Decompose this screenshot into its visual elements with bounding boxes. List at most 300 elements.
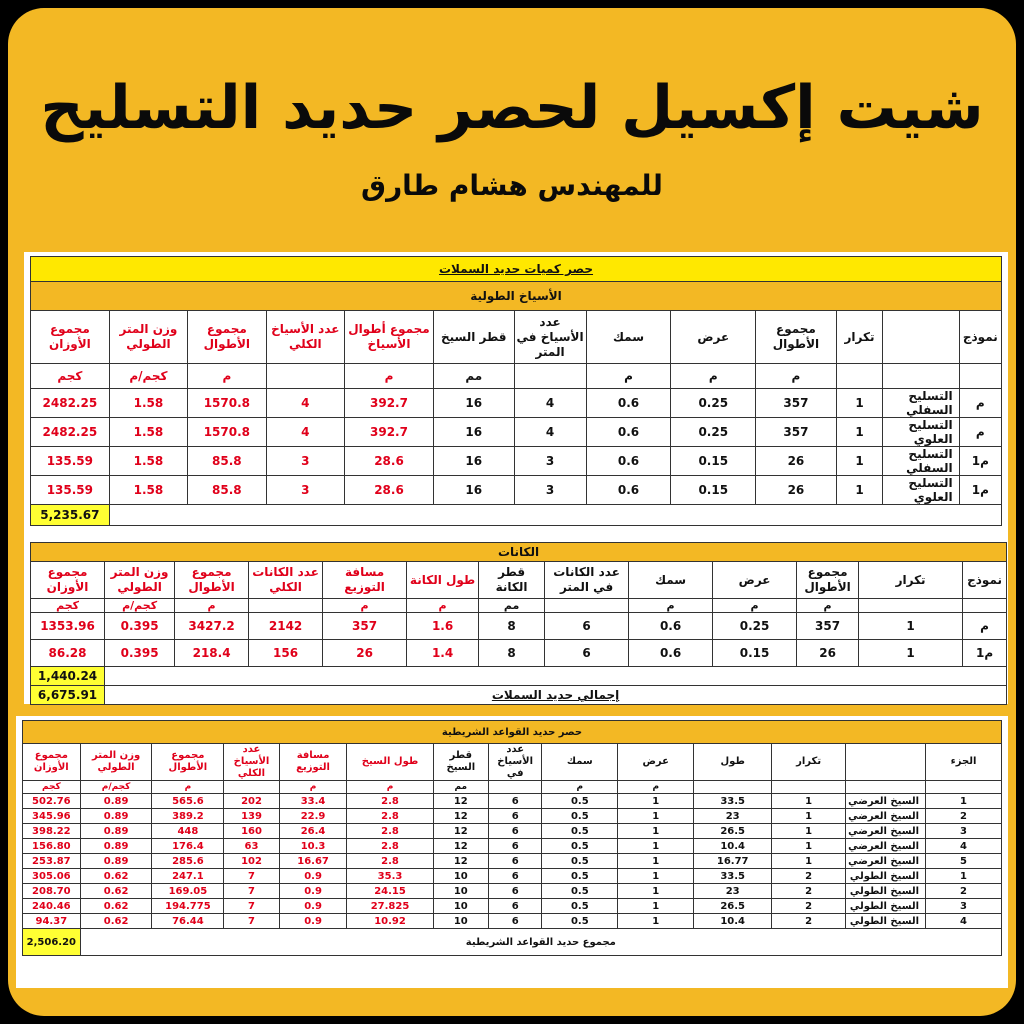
slabs-table-title: حصر كميات حديد السملات <box>31 257 1002 282</box>
table-cell: 3 <box>514 476 586 505</box>
table-cell: 24.15 <box>347 884 433 899</box>
table-cell: السيخ العرضي <box>846 809 926 824</box>
table-cell: 6 <box>489 884 542 899</box>
table-cell: 0.89 <box>80 794 152 809</box>
header-cell: عدد الكانات الكلي <box>249 562 323 599</box>
table-cell: 12 <box>433 854 488 869</box>
header-cell: نموذج <box>963 562 1007 599</box>
table-cell: 16 <box>434 389 515 418</box>
table-cell: 4 <box>266 389 344 418</box>
table-cell: 1 <box>836 447 883 476</box>
table-cell: 6 <box>489 869 542 884</box>
table-cell: 1 <box>618 824 694 839</box>
table-cell: 392.7 <box>344 389 433 418</box>
unit-cell: كجم <box>23 781 81 794</box>
unit-cell: مم <box>479 599 545 613</box>
table-row <box>23 794 1002 809</box>
table-cell: 2482.25 <box>31 389 110 418</box>
unit-cell <box>694 781 772 794</box>
table-cell: 448 <box>152 824 224 839</box>
header-cell: مجموع الأطوال <box>152 744 224 781</box>
header-cell: وزن المتر الطولي <box>105 562 175 599</box>
table-cell: 0.395 <box>105 613 175 640</box>
table-cell: 240.46 <box>23 899 81 914</box>
table-cell: 0.62 <box>80 899 152 914</box>
table-cell: 1 <box>618 884 694 899</box>
unit-cell <box>836 364 883 389</box>
table-cell: 156 <box>249 640 323 667</box>
poster-frame <box>8 8 1016 1016</box>
table-cell: 10.4 <box>694 839 772 854</box>
strip-table-title: حصر حديد القواعد الشريطية <box>23 721 1002 744</box>
table-cell: 0.395 <box>105 640 175 667</box>
unit-cell: م <box>629 599 713 613</box>
long-bars-units-row <box>31 364 1002 389</box>
unit-cell: كجم/م <box>105 599 175 613</box>
table-cell: 247.1 <box>152 869 224 884</box>
table-cell: 208.70 <box>23 884 81 899</box>
table-cell: 63 <box>224 839 279 854</box>
table-cell: 6 <box>545 640 629 667</box>
table-cell: 1 <box>836 418 883 447</box>
table-cell: 28.6 <box>344 447 433 476</box>
header-cell: مجموع الأطوال <box>797 562 859 599</box>
total-spacer <box>109 505 1001 526</box>
table-cell: 0.89 <box>80 854 152 869</box>
table-cell: 135.59 <box>31 447 110 476</box>
unit-cell: م <box>797 599 859 613</box>
table-cell: 16 <box>434 418 515 447</box>
header-cell <box>883 311 959 364</box>
table-cell: 10 <box>433 914 488 929</box>
table-row <box>31 418 1002 447</box>
unit-cell <box>545 599 629 613</box>
header-cell: مجموع الأوزان <box>23 744 81 781</box>
table-cell: 26.5 <box>694 824 772 839</box>
table-cell: السيخ الطولي <box>846 899 926 914</box>
table-cell: 0.5 <box>542 854 618 869</box>
table-cell: 0.25 <box>671 418 756 447</box>
unit-cell: مم <box>433 781 488 794</box>
table-cell: التسليح السفلي <box>883 389 959 418</box>
unit-cell <box>489 781 542 794</box>
table-cell: 4 <box>266 418 344 447</box>
table-cell: 1 <box>772 794 846 809</box>
table-cell: 0.9 <box>279 869 347 884</box>
table-cell: 0.5 <box>542 884 618 899</box>
table-cell: 0.5 <box>542 869 618 884</box>
unit-cell <box>859 599 963 613</box>
table-cell: 2482.25 <box>31 418 110 447</box>
table-cell: 389.2 <box>152 809 224 824</box>
table-cell: 16.77 <box>694 854 772 869</box>
table-cell: 85.8 <box>188 476 266 505</box>
strip-footings-table <box>22 720 1002 956</box>
table-cell: 357 <box>797 613 859 640</box>
table-cell: 1 <box>772 809 846 824</box>
table-cell: 2 <box>772 899 846 914</box>
table-cell: 0.15 <box>713 640 797 667</box>
unit-cell <box>514 364 586 389</box>
table-cell: م <box>963 613 1007 640</box>
header-cell: عرض <box>618 744 694 781</box>
table-cell: 0.9 <box>279 914 347 929</box>
unit-cell: كجم/م <box>80 781 152 794</box>
table-cell: 253.87 <box>23 854 81 869</box>
header-cell: مجموع الأطوال <box>175 562 249 599</box>
table-cell: 6 <box>489 914 542 929</box>
table-cell: 0.6 <box>586 389 671 418</box>
table-cell: 0.89 <box>80 809 152 824</box>
table-cell: 0.6 <box>586 476 671 505</box>
table-cell: 33.5 <box>694 794 772 809</box>
table-cell: 0.5 <box>542 809 618 824</box>
table-cell: 86.28 <box>31 640 105 667</box>
table-cell: 194.775 <box>152 899 224 914</box>
table-cell: 85.8 <box>188 447 266 476</box>
table-cell: 0.6 <box>629 613 713 640</box>
table-cell: 3427.2 <box>175 613 249 640</box>
strip-total-label: مجموع حديد القواعد الشريطية <box>80 929 1001 956</box>
header-cell: طول <box>694 744 772 781</box>
header-cell: طول الكانة <box>407 562 479 599</box>
table-cell: 10 <box>433 869 488 884</box>
long-bars-total: 5,235.67 <box>31 505 110 526</box>
table-cell: 1 <box>836 476 883 505</box>
table-cell: 305.06 <box>23 869 81 884</box>
table-cell: 285.6 <box>152 854 224 869</box>
table-row <box>23 884 1002 899</box>
table-cell: 12 <box>433 839 488 854</box>
strip-total-row <box>23 929 1002 956</box>
table-cell: 2.8 <box>347 794 433 809</box>
unit-cell <box>846 781 926 794</box>
header-cell: سمك <box>629 562 713 599</box>
table-cell: السيخ الطولي <box>846 869 926 884</box>
table-cell: 1 <box>772 839 846 854</box>
slabs-sheet <box>24 252 1008 704</box>
unit-cell: كجم <box>31 599 105 613</box>
table-cell: 12 <box>433 794 488 809</box>
table-cell: 156.80 <box>23 839 81 854</box>
table-cell: 76.44 <box>152 914 224 929</box>
table-cell: 1.58 <box>109 389 187 418</box>
unit-cell: م <box>152 781 224 794</box>
slabs-grand-total: 6,675.91 <box>31 686 105 705</box>
table-cell: 1 <box>618 839 694 854</box>
table-cell: 160 <box>224 824 279 839</box>
table-cell: 10.3 <box>279 839 347 854</box>
long-bars-header-row <box>31 311 1002 364</box>
table-cell: 2 <box>772 914 846 929</box>
table-cell: 6 <box>489 809 542 824</box>
slabs-grand-total-row <box>31 686 1007 705</box>
table-cell: 0.6 <box>629 640 713 667</box>
table-cell: 2 <box>772 884 846 899</box>
table-cell: 1570.8 <box>188 389 266 418</box>
table-cell: 28.6 <box>344 476 433 505</box>
table-cell: 1 <box>859 613 963 640</box>
table-cell: 102 <box>224 854 279 869</box>
unit-cell: م <box>586 364 671 389</box>
table-cell: 16 <box>434 476 515 505</box>
header-cell: تكرار <box>836 311 883 364</box>
table-cell: 3 <box>926 899 1002 914</box>
table-cell: 7 <box>224 899 279 914</box>
table-cell: 3 <box>514 447 586 476</box>
table-cell: 139 <box>224 809 279 824</box>
unit-cell: م <box>323 599 407 613</box>
table-row <box>31 613 1007 640</box>
table-cell: 0.62 <box>80 914 152 929</box>
table-cell: السيخ الطولي <box>846 884 926 899</box>
table-cell: م1 <box>959 476 1001 505</box>
table-cell: 3 <box>926 824 1002 839</box>
header-cell: تكرار <box>772 744 846 781</box>
table-cell: 1 <box>926 794 1002 809</box>
table-cell: 12 <box>433 824 488 839</box>
stirrups-units-row <box>31 599 1007 613</box>
table-cell: 1.6 <box>407 613 479 640</box>
table-cell: 6 <box>489 899 542 914</box>
table-cell: 1353.96 <box>31 613 105 640</box>
strip-header-row <box>23 744 1002 781</box>
table-cell: 202 <box>224 794 279 809</box>
unit-cell <box>926 781 1002 794</box>
table-cell: 7 <box>224 884 279 899</box>
header-cell: مجموع أطوال الأسياخ <box>344 311 433 364</box>
table-cell: 23 <box>694 884 772 899</box>
table-cell: السيخ العرضي <box>846 824 926 839</box>
table-cell: 26 <box>756 476 837 505</box>
table-cell: 0.89 <box>80 839 152 854</box>
unit-cell <box>959 364 1001 389</box>
table-cell: السيخ الطولي <box>846 914 926 929</box>
table-cell: 1 <box>836 389 883 418</box>
long-bars-section-title: الأسياخ الطولية <box>31 282 1002 311</box>
unit-cell: م <box>618 781 694 794</box>
table-cell: 4 <box>926 914 1002 929</box>
table-cell: م1 <box>959 447 1001 476</box>
table-row <box>31 447 1002 476</box>
header-cell: سمك <box>586 311 671 364</box>
unit-cell <box>772 781 846 794</box>
table-cell: 2 <box>926 884 1002 899</box>
table-cell: م <box>959 418 1001 447</box>
table-row <box>23 839 1002 854</box>
table-cell: 3 <box>266 447 344 476</box>
unit-cell: مم <box>434 364 515 389</box>
table-cell: 6 <box>489 854 542 869</box>
table-cell: 357 <box>756 418 837 447</box>
table-cell: السيخ العرضي <box>846 839 926 854</box>
table-row <box>23 854 1002 869</box>
table-cell: 357 <box>323 613 407 640</box>
table-cell: 2.8 <box>347 809 433 824</box>
table-cell: م1 <box>963 640 1007 667</box>
table-cell: 1 <box>859 640 963 667</box>
table-cell: 0.5 <box>542 794 618 809</box>
table-cell: 392.7 <box>344 418 433 447</box>
table-cell: 3 <box>266 476 344 505</box>
total-spacer <box>105 667 1007 686</box>
table-cell: 2.8 <box>347 854 433 869</box>
table-cell: 0.9 <box>279 884 347 899</box>
table-cell: 0.25 <box>713 613 797 640</box>
table-cell: 398.22 <box>23 824 81 839</box>
header-cell: مسافة التوزيع <box>323 562 407 599</box>
table-cell: 0.6 <box>586 418 671 447</box>
unit-cell: م <box>756 364 837 389</box>
table-cell: 10.4 <box>694 914 772 929</box>
unit-cell: م <box>671 364 756 389</box>
header-cell: قطر الكانة <box>479 562 545 599</box>
table-cell: 2142 <box>249 613 323 640</box>
header-cell: مجموع الأوزان <box>31 562 105 599</box>
unit-cell: كجم/م <box>109 364 187 389</box>
table-cell: 1570.8 <box>188 418 266 447</box>
header-cell: عدد الأسياخ الكلي <box>224 744 279 781</box>
stirrups-header-row <box>31 562 1007 599</box>
header-cell: مجموع الأطوال <box>756 311 837 364</box>
table-row <box>31 640 1007 667</box>
header-cell: عدد الأسياخ في <box>489 744 542 781</box>
table-cell: 8 <box>479 640 545 667</box>
header-cell: تكرار <box>859 562 963 599</box>
unit-cell: م <box>188 364 266 389</box>
header-cell <box>846 744 926 781</box>
table-cell: 0.5 <box>542 839 618 854</box>
table-cell: التسليح العلوي <box>883 418 959 447</box>
table-cell: 33.5 <box>694 869 772 884</box>
table-cell: 0.15 <box>671 447 756 476</box>
table-cell: 0.25 <box>671 389 756 418</box>
header-cell: وزن المتر الطولي <box>109 311 187 364</box>
table-cell: 2.8 <box>347 839 433 854</box>
table-cell: 27.825 <box>347 899 433 914</box>
unit-cell: م <box>279 781 347 794</box>
header-cell: عدد الأسياخ الكلي <box>266 311 344 364</box>
table-cell: 0.15 <box>671 476 756 505</box>
table-cell: 135.59 <box>31 476 110 505</box>
header-cell: عدد الكانات في المتر <box>545 562 629 599</box>
header-cell: نموذج <box>959 311 1001 364</box>
table-cell: 35.3 <box>347 869 433 884</box>
strip-footings-sheet <box>16 716 1008 988</box>
table-cell: 1 <box>618 914 694 929</box>
table-row <box>31 389 1002 418</box>
table-cell: 23 <box>694 809 772 824</box>
table-cell: 1 <box>926 869 1002 884</box>
table-cell: م <box>959 389 1001 418</box>
table-cell: السيخ العرضي <box>846 854 926 869</box>
table-cell: 218.4 <box>175 640 249 667</box>
header-cell: قطر السيخ <box>434 311 515 364</box>
table-cell: 345.96 <box>23 809 81 824</box>
unit-cell: م <box>542 781 618 794</box>
table-cell: 0.5 <box>542 824 618 839</box>
table-cell: 8 <box>479 613 545 640</box>
table-cell: 1 <box>618 809 694 824</box>
header-cell: عرض <box>671 311 756 364</box>
table-row <box>31 476 1002 505</box>
table-cell: التسليح العلوي <box>883 476 959 505</box>
table-cell: 1 <box>618 869 694 884</box>
table-cell: 10.92 <box>347 914 433 929</box>
table-cell: 0.62 <box>80 869 152 884</box>
table-cell: 0.5 <box>542 899 618 914</box>
unit-cell <box>224 781 279 794</box>
table-row <box>23 809 1002 824</box>
table-cell: 2 <box>926 809 1002 824</box>
header-cell: قطر السيخ <box>433 744 488 781</box>
table-cell: 357 <box>756 389 837 418</box>
table-cell: 4 <box>514 389 586 418</box>
poster-subtitle: للمهندس هشام طارق <box>361 169 663 202</box>
table-cell: السيخ العرضي <box>846 794 926 809</box>
table-cell: 1.58 <box>109 476 187 505</box>
table-cell: 12 <box>433 809 488 824</box>
table-cell: 4 <box>926 839 1002 854</box>
unit-cell <box>266 364 344 389</box>
stirrups-section-title: الكانات <box>31 543 1007 562</box>
table-cell: 26 <box>323 640 407 667</box>
table-cell: 7 <box>224 869 279 884</box>
header-cell: وزن المتر الطولي <box>80 744 152 781</box>
table-cell: 0.9 <box>279 899 347 914</box>
unit-cell: م <box>175 599 249 613</box>
header-cell: سمك <box>542 744 618 781</box>
unit-cell: م <box>407 599 479 613</box>
table-cell: 26 <box>797 640 859 667</box>
poster-title: شيت إكسيل لحصر حديد التسليح <box>40 73 984 143</box>
table-cell: 10 <box>433 884 488 899</box>
table-cell: 565.6 <box>152 794 224 809</box>
unit-cell: م <box>347 781 433 794</box>
table-row <box>23 869 1002 884</box>
table-cell: 1 <box>772 854 846 869</box>
unit-cell: كجم <box>31 364 110 389</box>
table-cell: 16.67 <box>279 854 347 869</box>
header-cell: عدد الأسياخ في المتر <box>514 311 586 364</box>
header-cell: عرض <box>713 562 797 599</box>
table-cell: 0.5 <box>542 914 618 929</box>
header-cell: الجزء <box>926 744 1002 781</box>
slabs-stirrups-table <box>30 542 1007 705</box>
unit-cell <box>883 364 959 389</box>
table-row <box>23 824 1002 839</box>
table-cell: 1 <box>618 794 694 809</box>
table-cell: 502.76 <box>23 794 81 809</box>
table-cell: 26.4 <box>279 824 347 839</box>
slabs-grand-total-label: إجمالي حديد السملات <box>105 686 1007 705</box>
stirrups-total: 1,440.24 <box>31 667 105 686</box>
header-cell: طول السيخ <box>347 744 433 781</box>
table-row <box>23 899 1002 914</box>
long-bars-total-row <box>31 505 1002 526</box>
table-cell: 1.58 <box>109 447 187 476</box>
header-cell: مجموع الأطوال <box>188 311 266 364</box>
table-cell: 6 <box>489 794 542 809</box>
table-cell: 94.37 <box>23 914 81 929</box>
table-cell: 2.8 <box>347 824 433 839</box>
strip-total: 2,506.20 <box>23 929 81 956</box>
strip-units-row <box>23 781 1002 794</box>
table-cell: 7 <box>224 914 279 929</box>
table-cell: 4 <box>514 418 586 447</box>
table-row <box>23 914 1002 929</box>
table-cell: 6 <box>489 824 542 839</box>
